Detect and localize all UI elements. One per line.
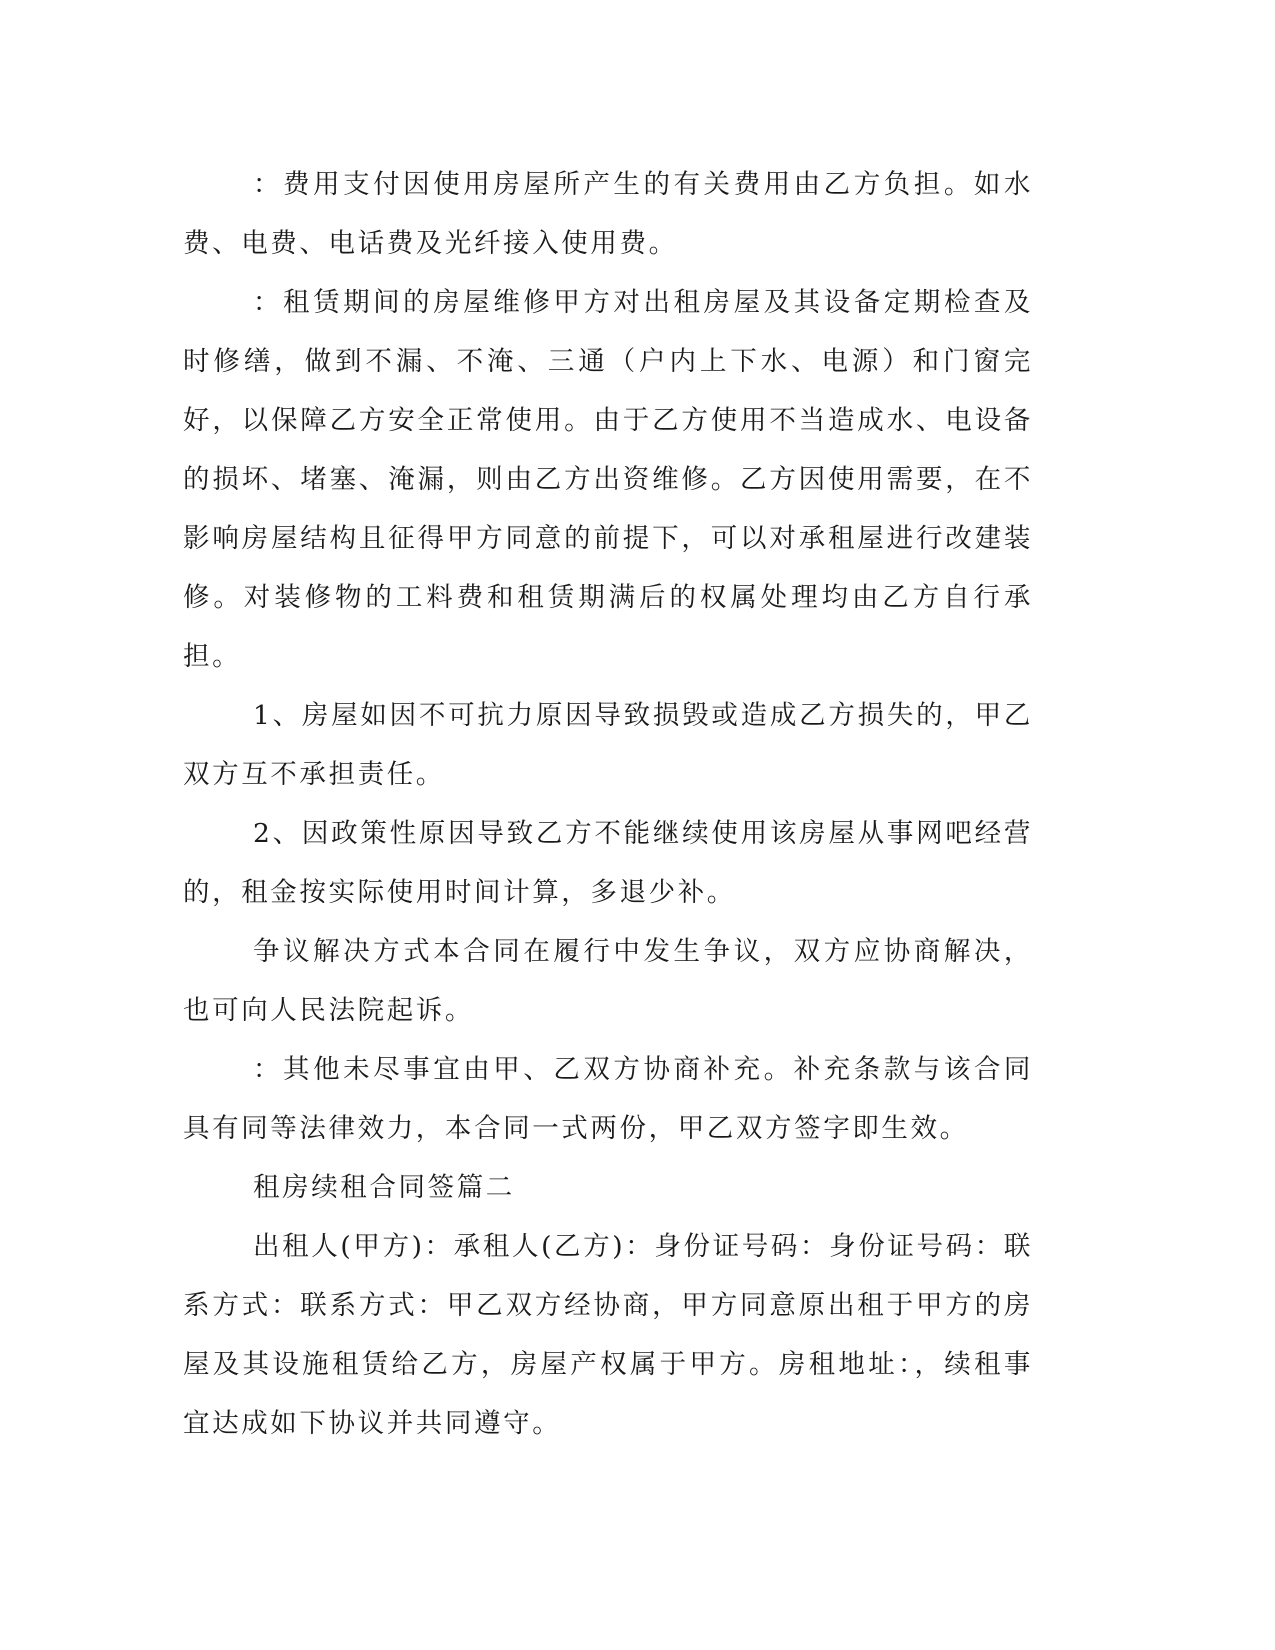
paragraph-force-majeure: 1、房屋如因不可抗力原因导致损毁或造成乙方损失的，甲乙双方互不承担责任。 xyxy=(183,700,1033,790)
paragraph-parties: 出租人(甲方)：承租人(乙方)：身份证号码：身份证号码：联系方式：联系方式：甲乙双方经协商，甲方同意原出租于甲方的房屋及其设施租赁给乙方，房屋产权属于甲方。房租地址：，续租事宜达成如下协议并共同遵守。 xyxy=(183,1231,1033,1439)
paragraph-dispute-resolution: 争议解决方式本合同在履行中发生争议，双方应协商解决，也可向人民法院起诉。 xyxy=(183,936,1033,1026)
paragraph-maintenance: ：租赁期间的房屋维修甲方对出租房屋及其设备定期检查及时修缮，做到不漏、不淹、三通（户内上下水、电源）和门窗完好，以保障乙方安全正常使用。由于乙方使用不当造成水、电设备的损坏、堵塞、淹漏，则由乙方出资维修。乙方因使用需要，在不影响房屋结构且征得甲方同意的前提下，可以对承租屋进行改建装修。对装修物的工料费和租赁期满后的权属处理均由乙方自行承担。 xyxy=(183,287,1033,672)
section-heading: 租房续租合同签篇二 xyxy=(253,1172,515,1203)
paragraph-other-matters: ：其他未尽事宜由甲、乙双方协商补充。补充条款与该合同具有同等法律效力，本合同一式两份，甲乙双方签字即生效。 xyxy=(183,1054,1033,1144)
paragraph-fee-payment: ：费用支付因使用房屋所产生的有关费用由乙方负担。如水费、电费、电话费及光纤接入使用费。 xyxy=(183,169,1033,259)
document-body xyxy=(183,155,1033,1453)
paragraph-policy-reasons: 2、因政策性原因导致乙方不能继续使用该房屋从事网吧经营的，租金按实际使用时间计算，多退少补。 xyxy=(183,818,1033,908)
